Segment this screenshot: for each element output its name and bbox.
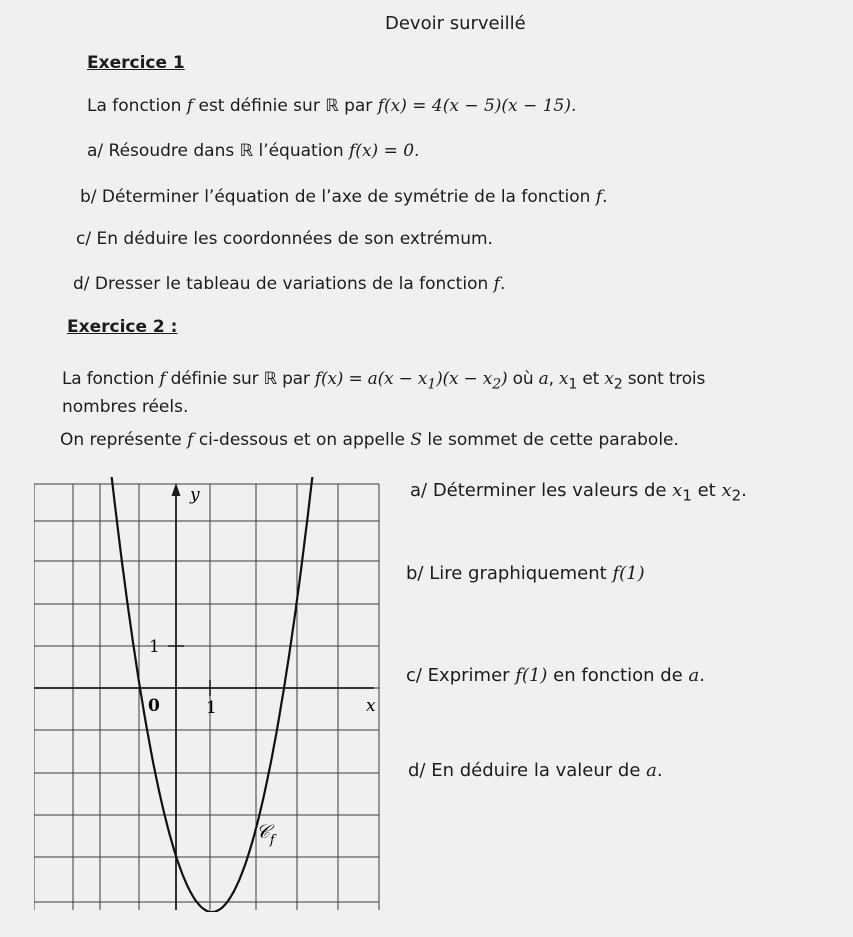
formula-part: f(x) = a(x − x [314, 369, 428, 389]
function-symbol: f [186, 96, 194, 116]
exercise-1-question-b [80, 187, 608, 207]
vertex-symbol: S [410, 430, 422, 450]
intro-text: La fonction [87, 96, 187, 116]
punctuation: . [699, 665, 705, 686]
axes [34, 483, 376, 910]
question-text: b/ Lire graphiquement [406, 563, 613, 584]
intro-text: est définie sur ℝ par [193, 96, 378, 116]
intro-text: On représente [60, 430, 188, 450]
subscript: 1 [682, 486, 692, 505]
question-text: en fonction de [547, 665, 689, 686]
question-text: a/ Déterminer les valeurs de [410, 480, 673, 501]
intro-text: où [507, 369, 539, 389]
question-text: d/ En déduire la valeur de [408, 760, 647, 781]
punctuation: . [656, 760, 663, 781]
origin-label: 0 [148, 696, 160, 716]
expression: f(1) [612, 563, 645, 584]
question-text: b/ Déterminer l’équation de l’axe de symétrie de la fonction [80, 187, 596, 207]
function-formula: f(x) = 4(x − 5)(x − 15). [377, 96, 577, 116]
intro-text: sont trois [622, 369, 706, 389]
exercise-1-question-c: c/ En déduire les coordonnées de son extrémum. [76, 229, 493, 249]
formula-part: )(x − x [436, 369, 493, 389]
parabola-graph [34, 477, 384, 912]
question-text: c/ Exprimer [406, 665, 516, 686]
intro-text: définie sur ℝ par [165, 369, 315, 389]
subscript: 2 [492, 376, 501, 393]
exercise-2-intro-line1 [62, 369, 705, 394]
function-symbol: f [187, 430, 194, 450]
punctuation: . [741, 480, 747, 501]
equation: f(x) = 0. [349, 141, 420, 161]
curve-label-subscript: f [269, 833, 275, 848]
punctuation: , [548, 369, 559, 389]
exercise-2-question-a [410, 481, 747, 506]
variable-x2: x [604, 369, 614, 389]
exercise-1-question-d [73, 274, 505, 294]
subscript: 1 [427, 376, 437, 393]
intro-text: et [577, 369, 605, 389]
exercise-2-question-c [406, 666, 705, 686]
formula-part: ) [501, 369, 508, 389]
exercise-1-intro [87, 96, 576, 116]
exercise-1-question-a [87, 141, 419, 161]
y-axis-label: y [190, 485, 200, 505]
exercise-2-intro-line3 [60, 430, 679, 450]
grid [34, 484, 379, 910]
subscript: 2 [731, 486, 742, 505]
variable-x1: x [672, 480, 683, 501]
page-title: Devoir surveillé [385, 13, 526, 34]
exercise-2-intro-line2: nombres réels. [62, 397, 189, 417]
intro-text: le sommet de cette parabole. [421, 430, 679, 450]
variable-x1: x [558, 369, 569, 389]
function-symbol: f [595, 187, 603, 207]
y-axis-arrow-icon [172, 483, 181, 496]
variable-a: a [538, 369, 549, 389]
exercise-1-heading: Exercice 1 [87, 53, 185, 73]
exercise-2-question-d [408, 761, 663, 781]
intro-text: La fonction [62, 369, 160, 389]
function-formula [314, 369, 508, 393]
parabola-curve [108, 477, 328, 912]
curve-label [256, 821, 277, 848]
punctuation: . [499, 274, 506, 294]
exercise-2-question-b [406, 564, 645, 584]
question-text: d/ Dresser le tableau de variations de la fonction [73, 274, 494, 294]
function-symbol: f [493, 274, 500, 294]
function-symbol: f [159, 369, 166, 389]
question-text: a/ Résoudre dans ℝ l’équation [87, 141, 350, 161]
question-text: et [691, 480, 722, 501]
intro-text: ci-dessous et on appelle [193, 430, 411, 450]
x-tick-label: 1 [206, 698, 217, 718]
y-tick-label: 1 [149, 637, 160, 657]
variable-a: a [646, 760, 657, 781]
variable-x2: x [721, 480, 732, 501]
variable-a: a [688, 665, 700, 686]
expression: f(1) [515, 665, 548, 686]
x-axis-label: x [366, 696, 376, 716]
subscript: 1 [568, 376, 578, 393]
exercise-2-heading: Exercice 2 : [67, 317, 178, 337]
curve-label-symbol: 𝒞 [256, 821, 270, 843]
subscript: 2 [613, 376, 623, 393]
punctuation: . [602, 187, 608, 207]
